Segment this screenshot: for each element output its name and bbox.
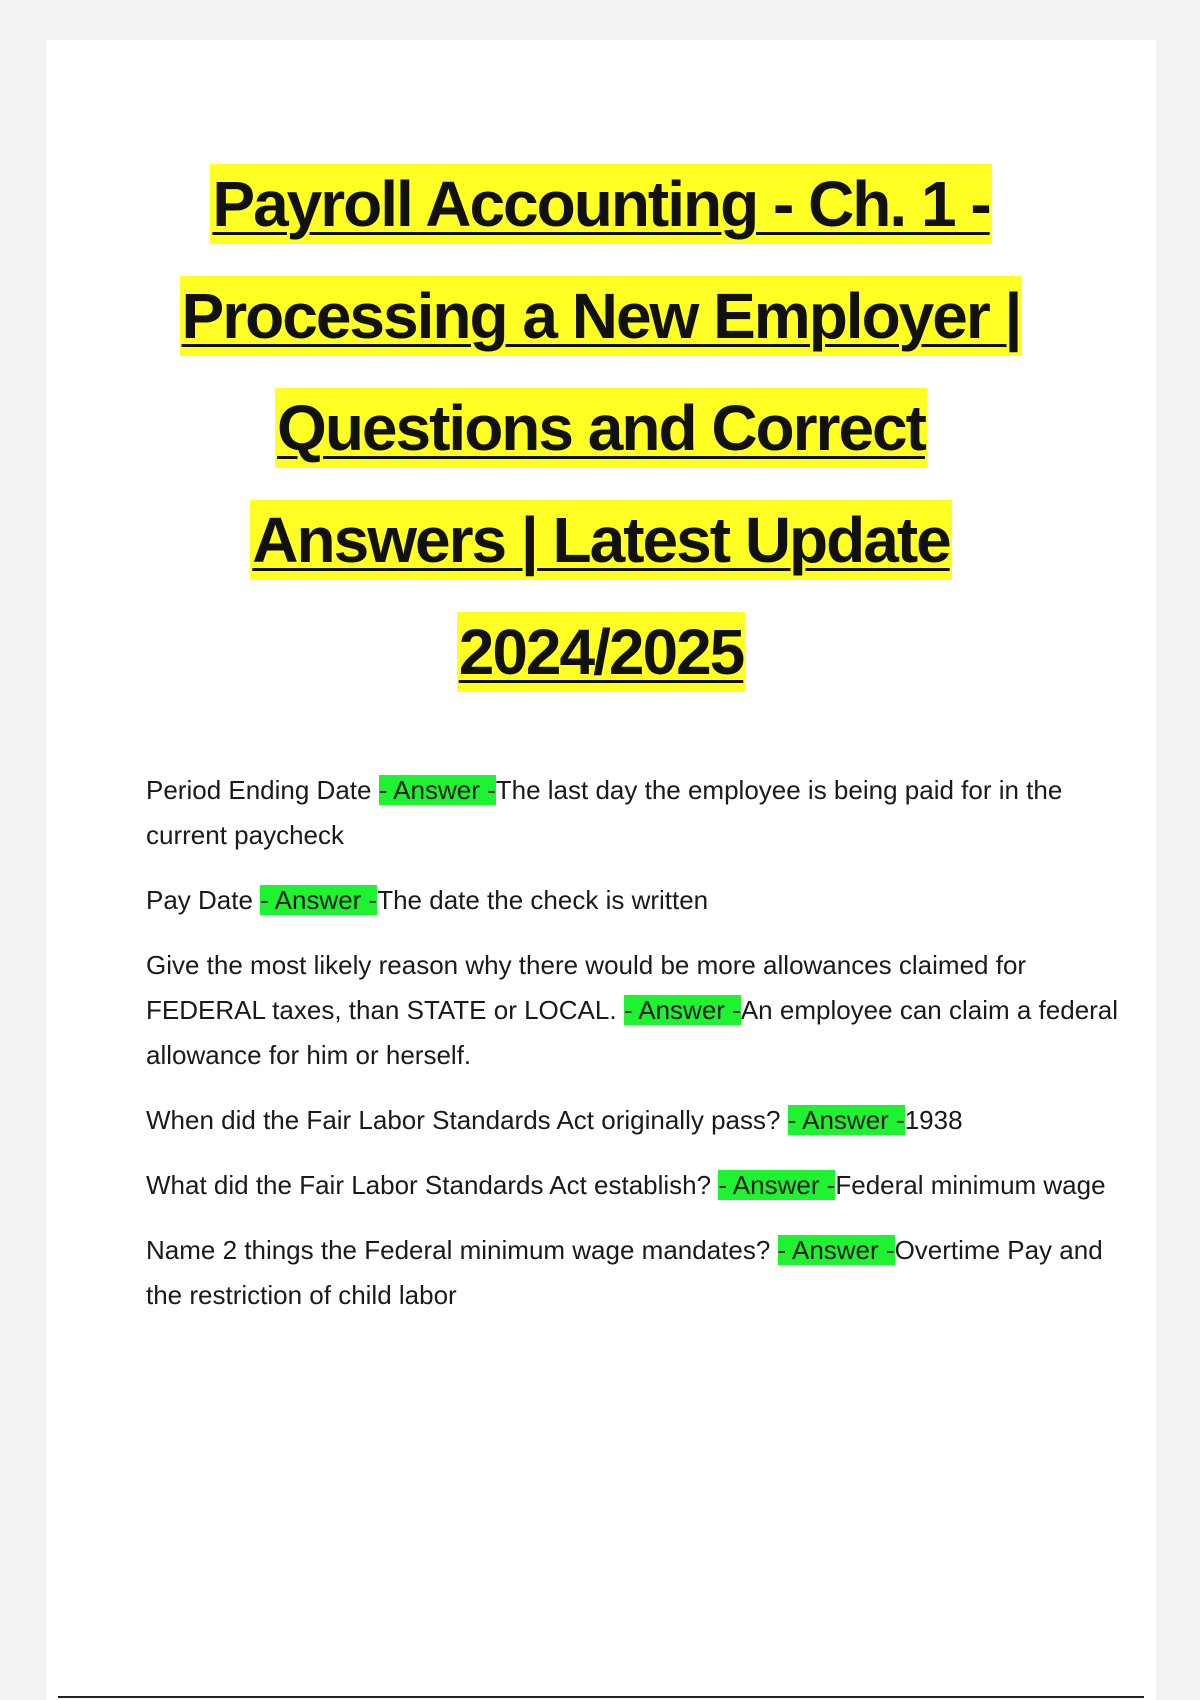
question-text: When did the Fair Labor Standards Act originally pass? [146,1105,788,1135]
question-text: Name 2 things the Federal minimum wage mandates? [146,1235,778,1265]
question-text: Give the most likely reason why there would be more allowances claimed for FEDERAL taxes, than STATE or LOCAL. [146,950,1027,1025]
answer-marker: - Answer - [777,1235,895,1265]
qa-item [146,1098,1126,1143]
title-line: Answers | Latest Update [46,484,1156,596]
answer-text: Federal minimum wage [835,1170,1106,1200]
qa-list [146,768,1126,1338]
answer-marker: - Answer - [623,995,741,1025]
question-text: Pay Date [146,885,261,915]
qa-item [146,768,1126,858]
document-title [46,148,1156,708]
answer-marker: - Answer - [260,885,378,915]
title-line: Payroll Accounting - Ch. 1 - [46,148,1156,260]
answer-text: The date the check is written [377,885,709,915]
qa-item [146,1228,1126,1318]
title-line: Questions and Correct [46,372,1156,484]
answer-marker: - Answer - [787,1105,905,1135]
question-text: Period Ending Date [146,775,379,805]
document-page [46,40,1156,1700]
answer-text: An employee can claim a federal allowance for him or herself. [146,995,1119,1070]
qa-item [146,943,1126,1078]
answer-text: The last day the employee is being paid for in the current paycheck [146,775,1063,850]
title-line: Processing a New Employer | [46,260,1156,372]
question-text: What did the Fair Labor Standards Act establish? [146,1170,719,1200]
qa-item [146,878,1126,923]
answer-text: Overtime Pay and the restriction of child labor [146,1235,1103,1310]
answer-marker: - Answer - [378,775,496,805]
footer-divider [58,1696,1144,1698]
answer-text: 1938 [904,1105,963,1135]
title-line: 2024/2025 [46,596,1156,708]
qa-item [146,1163,1126,1208]
answer-marker: - Answer - [718,1170,836,1200]
